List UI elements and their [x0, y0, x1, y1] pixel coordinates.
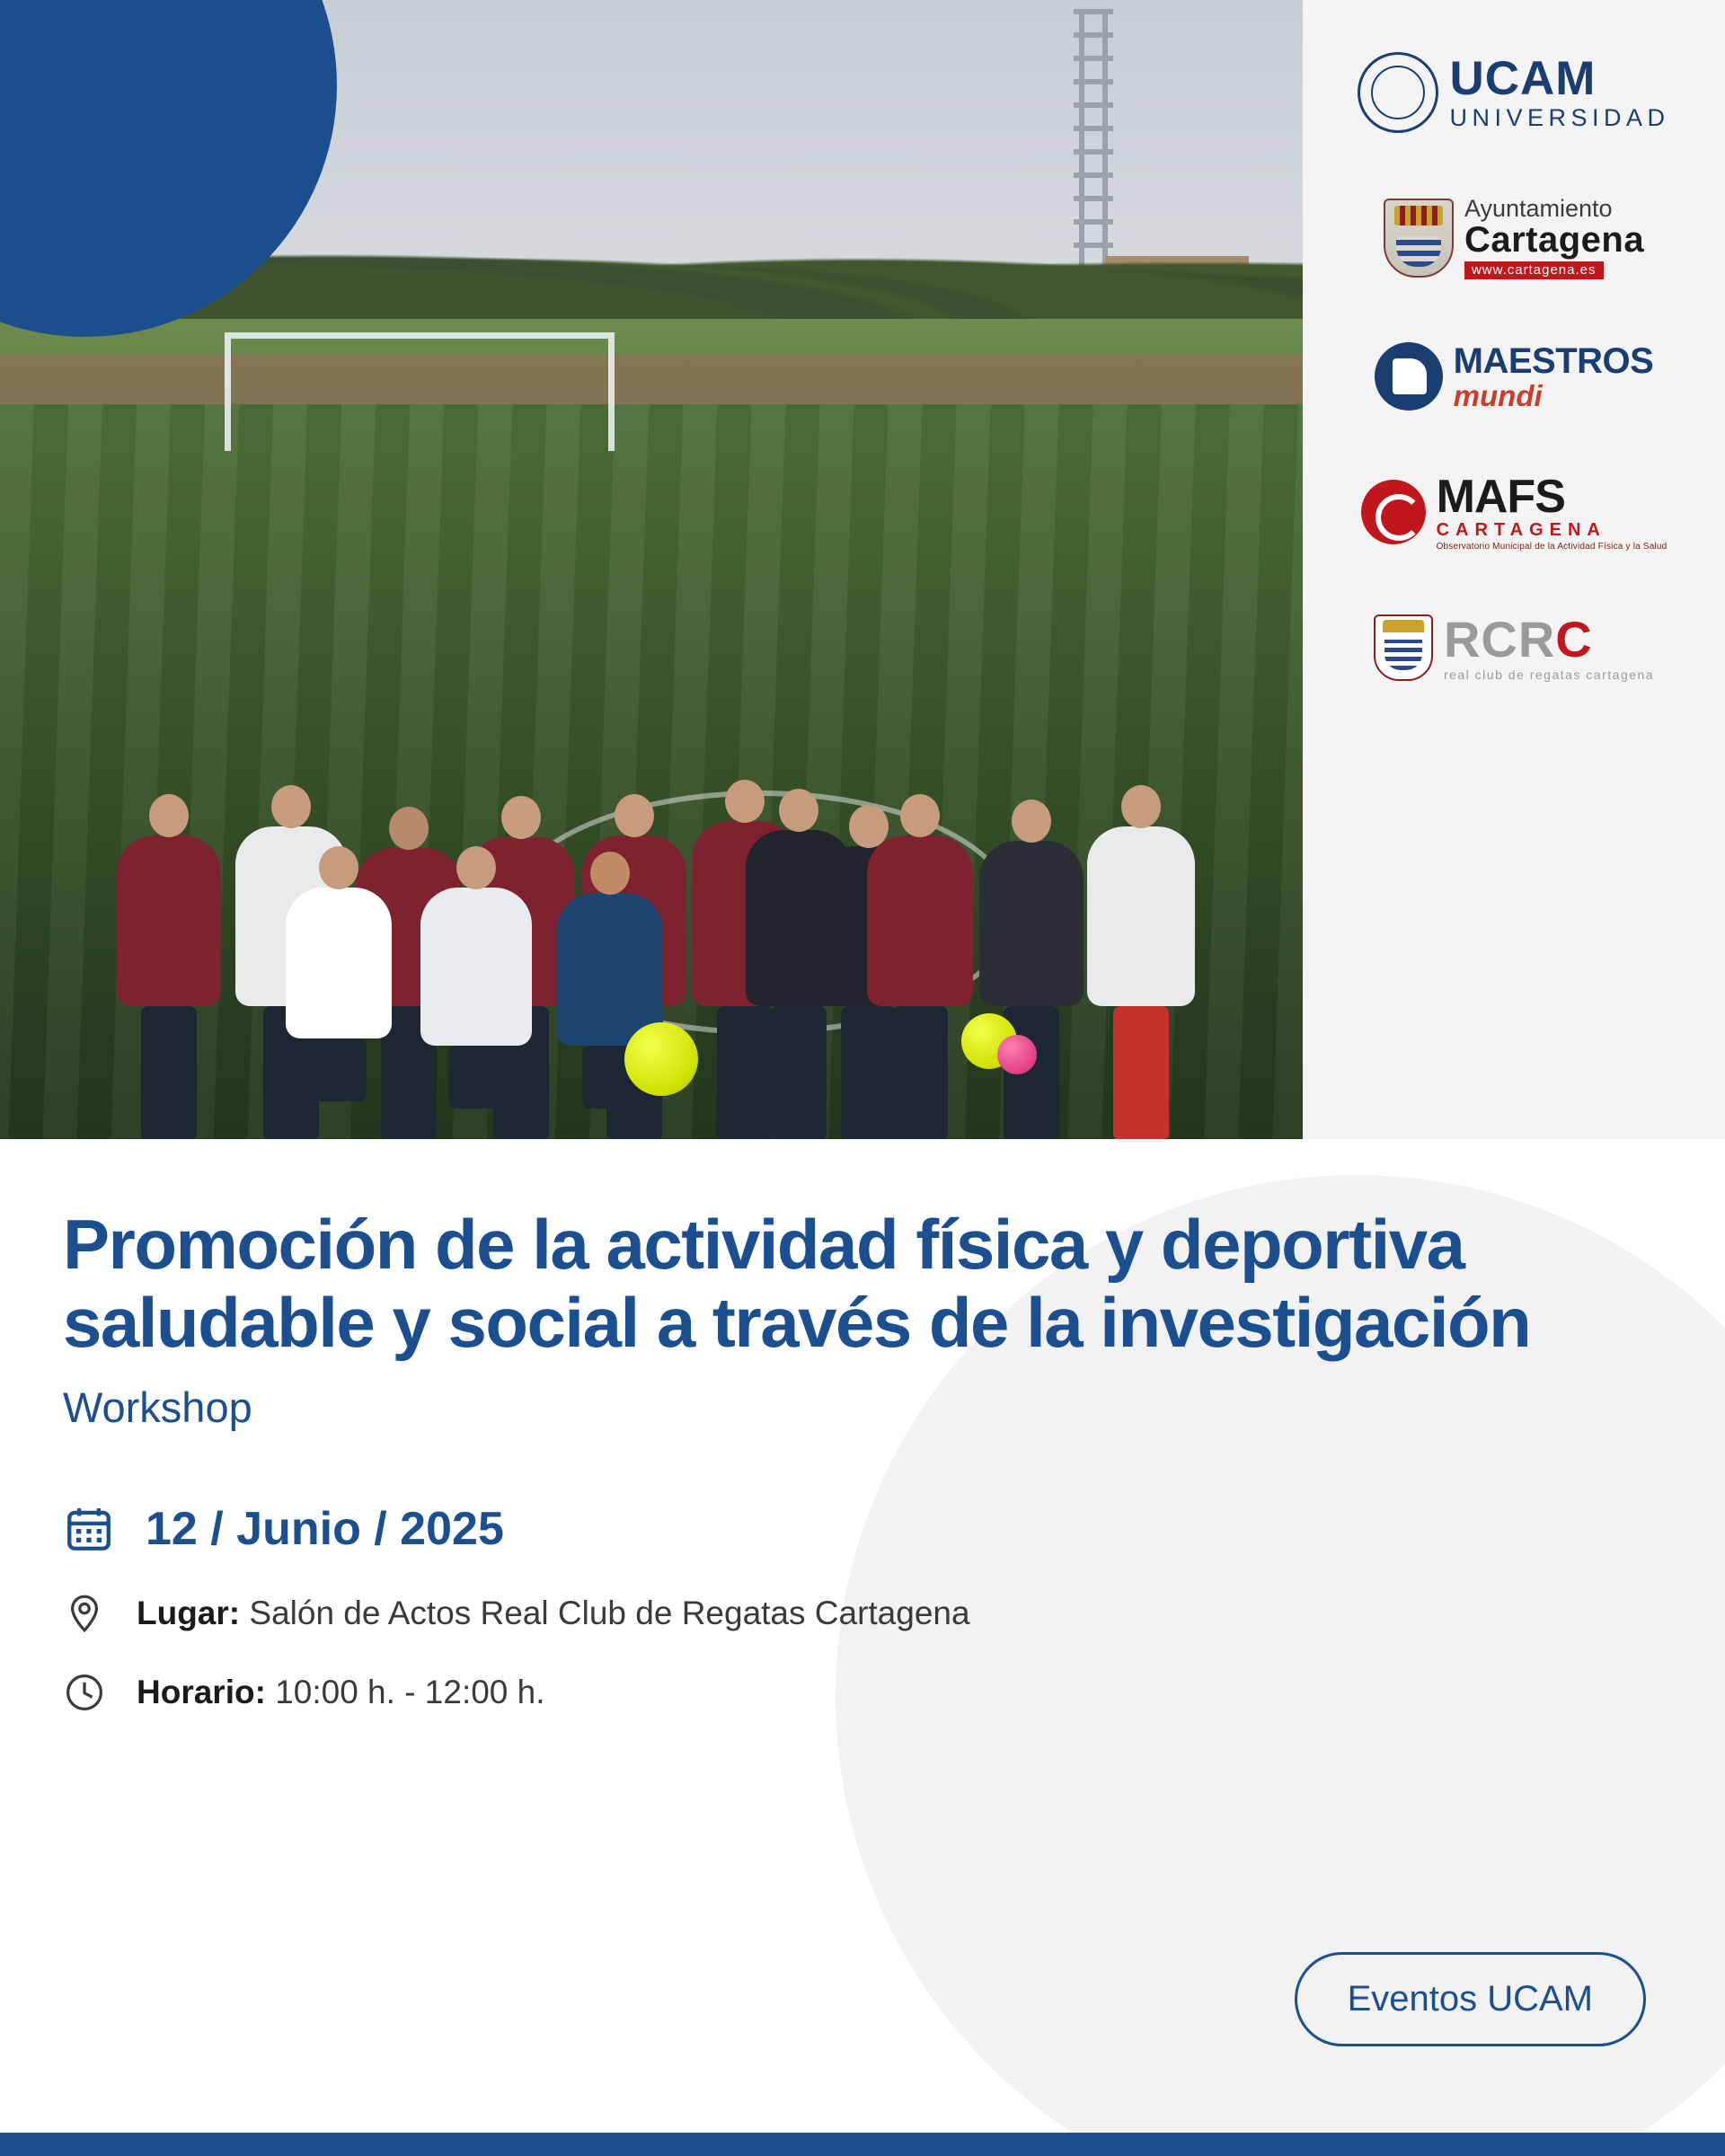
photo-person [557, 893, 663, 1046]
logo-real-club-regatas [1352, 610, 1676, 682]
logo-ucam [1352, 52, 1676, 133]
ayuntamiento-logo-line1: Ayuntamiento [1464, 195, 1613, 222]
photo-ball [997, 1035, 1037, 1074]
event-time-row [63, 1671, 1608, 1714]
logo-mafs-cartagena [1352, 473, 1676, 552]
event-time-text [137, 1674, 545, 1711]
eventos-ucam-button[interactable]: Eventos UCAM [1295, 1952, 1646, 2046]
photo-person [867, 835, 973, 1006]
page-title: Promoción de la actividad física y deportiva saludable y social a través de la investigación [63, 1205, 1531, 1363]
event-date: 12 / Junio / 2025 [146, 1502, 504, 1555]
mafs-mark-icon [1361, 480, 1426, 544]
logo-ayuntamiento-cartagena [1352, 196, 1676, 279]
calendar-icon [63, 1503, 115, 1555]
event-place-text [137, 1595, 970, 1632]
sponsor-logo-strip [1303, 0, 1725, 1139]
rcrc-logo-line1: RCRC [1443, 610, 1593, 667]
maestros-logo-line2: mundi [1453, 378, 1543, 412]
clock-icon [63, 1671, 106, 1714]
event-subtitle: Workshop [63, 1383, 252, 1431]
poster-bottom-section [0, 1139, 1725, 2156]
photo-person [1087, 826, 1195, 1006]
logo-maestros-mundi [1352, 342, 1676, 411]
event-time-value: 10:00 h. - 12:00 h. [275, 1673, 545, 1710]
mafs-logo-line3: Observatorio Municipal de la Actividad Física y la Salud [1436, 541, 1668, 552]
photo-person [979, 841, 1084, 1006]
event-date-row [63, 1502, 1608, 1556]
photo-person [420, 888, 532, 1046]
event-place-label: Lugar: [137, 1594, 241, 1631]
ucam-logo-line1: UCAM [1449, 52, 1597, 105]
mafs-logo-line2: CARTAGENA [1436, 520, 1606, 541]
ucam-logo-line2: UNIVERSIDAD [1449, 104, 1670, 131]
location-pin-icon [63, 1592, 106, 1635]
footer-bar [0, 2133, 1725, 2156]
maestros-logo-line1: MAESTROS [1453, 340, 1654, 381]
rcrc-logo-line2: real club de regatas cartagena [1443, 667, 1655, 682]
cartagena-shield-icon [1384, 199, 1454, 278]
photo-ball [624, 1022, 698, 1096]
photo-goal [225, 332, 615, 451]
ayuntamiento-logo-line2: Cartagena [1464, 220, 1645, 261]
rcrc-crest-icon [1374, 614, 1433, 681]
ayuntamiento-logo-url: www.cartagena.es [1464, 261, 1604, 279]
event-place-value: Salón de Actos Real Club de Regatas Cartagena [249, 1594, 970, 1631]
photo-person [117, 835, 221, 1006]
event-time-label: Horario: [137, 1673, 266, 1710]
photo-track [0, 355, 1303, 409]
ucam-seal-icon [1358, 52, 1438, 133]
photo-person [286, 888, 392, 1038]
mafs-logo-line1: MAFS [1436, 471, 1565, 524]
maestros-mundi-mark-icon [1375, 342, 1443, 411]
event-place-row [63, 1592, 1608, 1635]
